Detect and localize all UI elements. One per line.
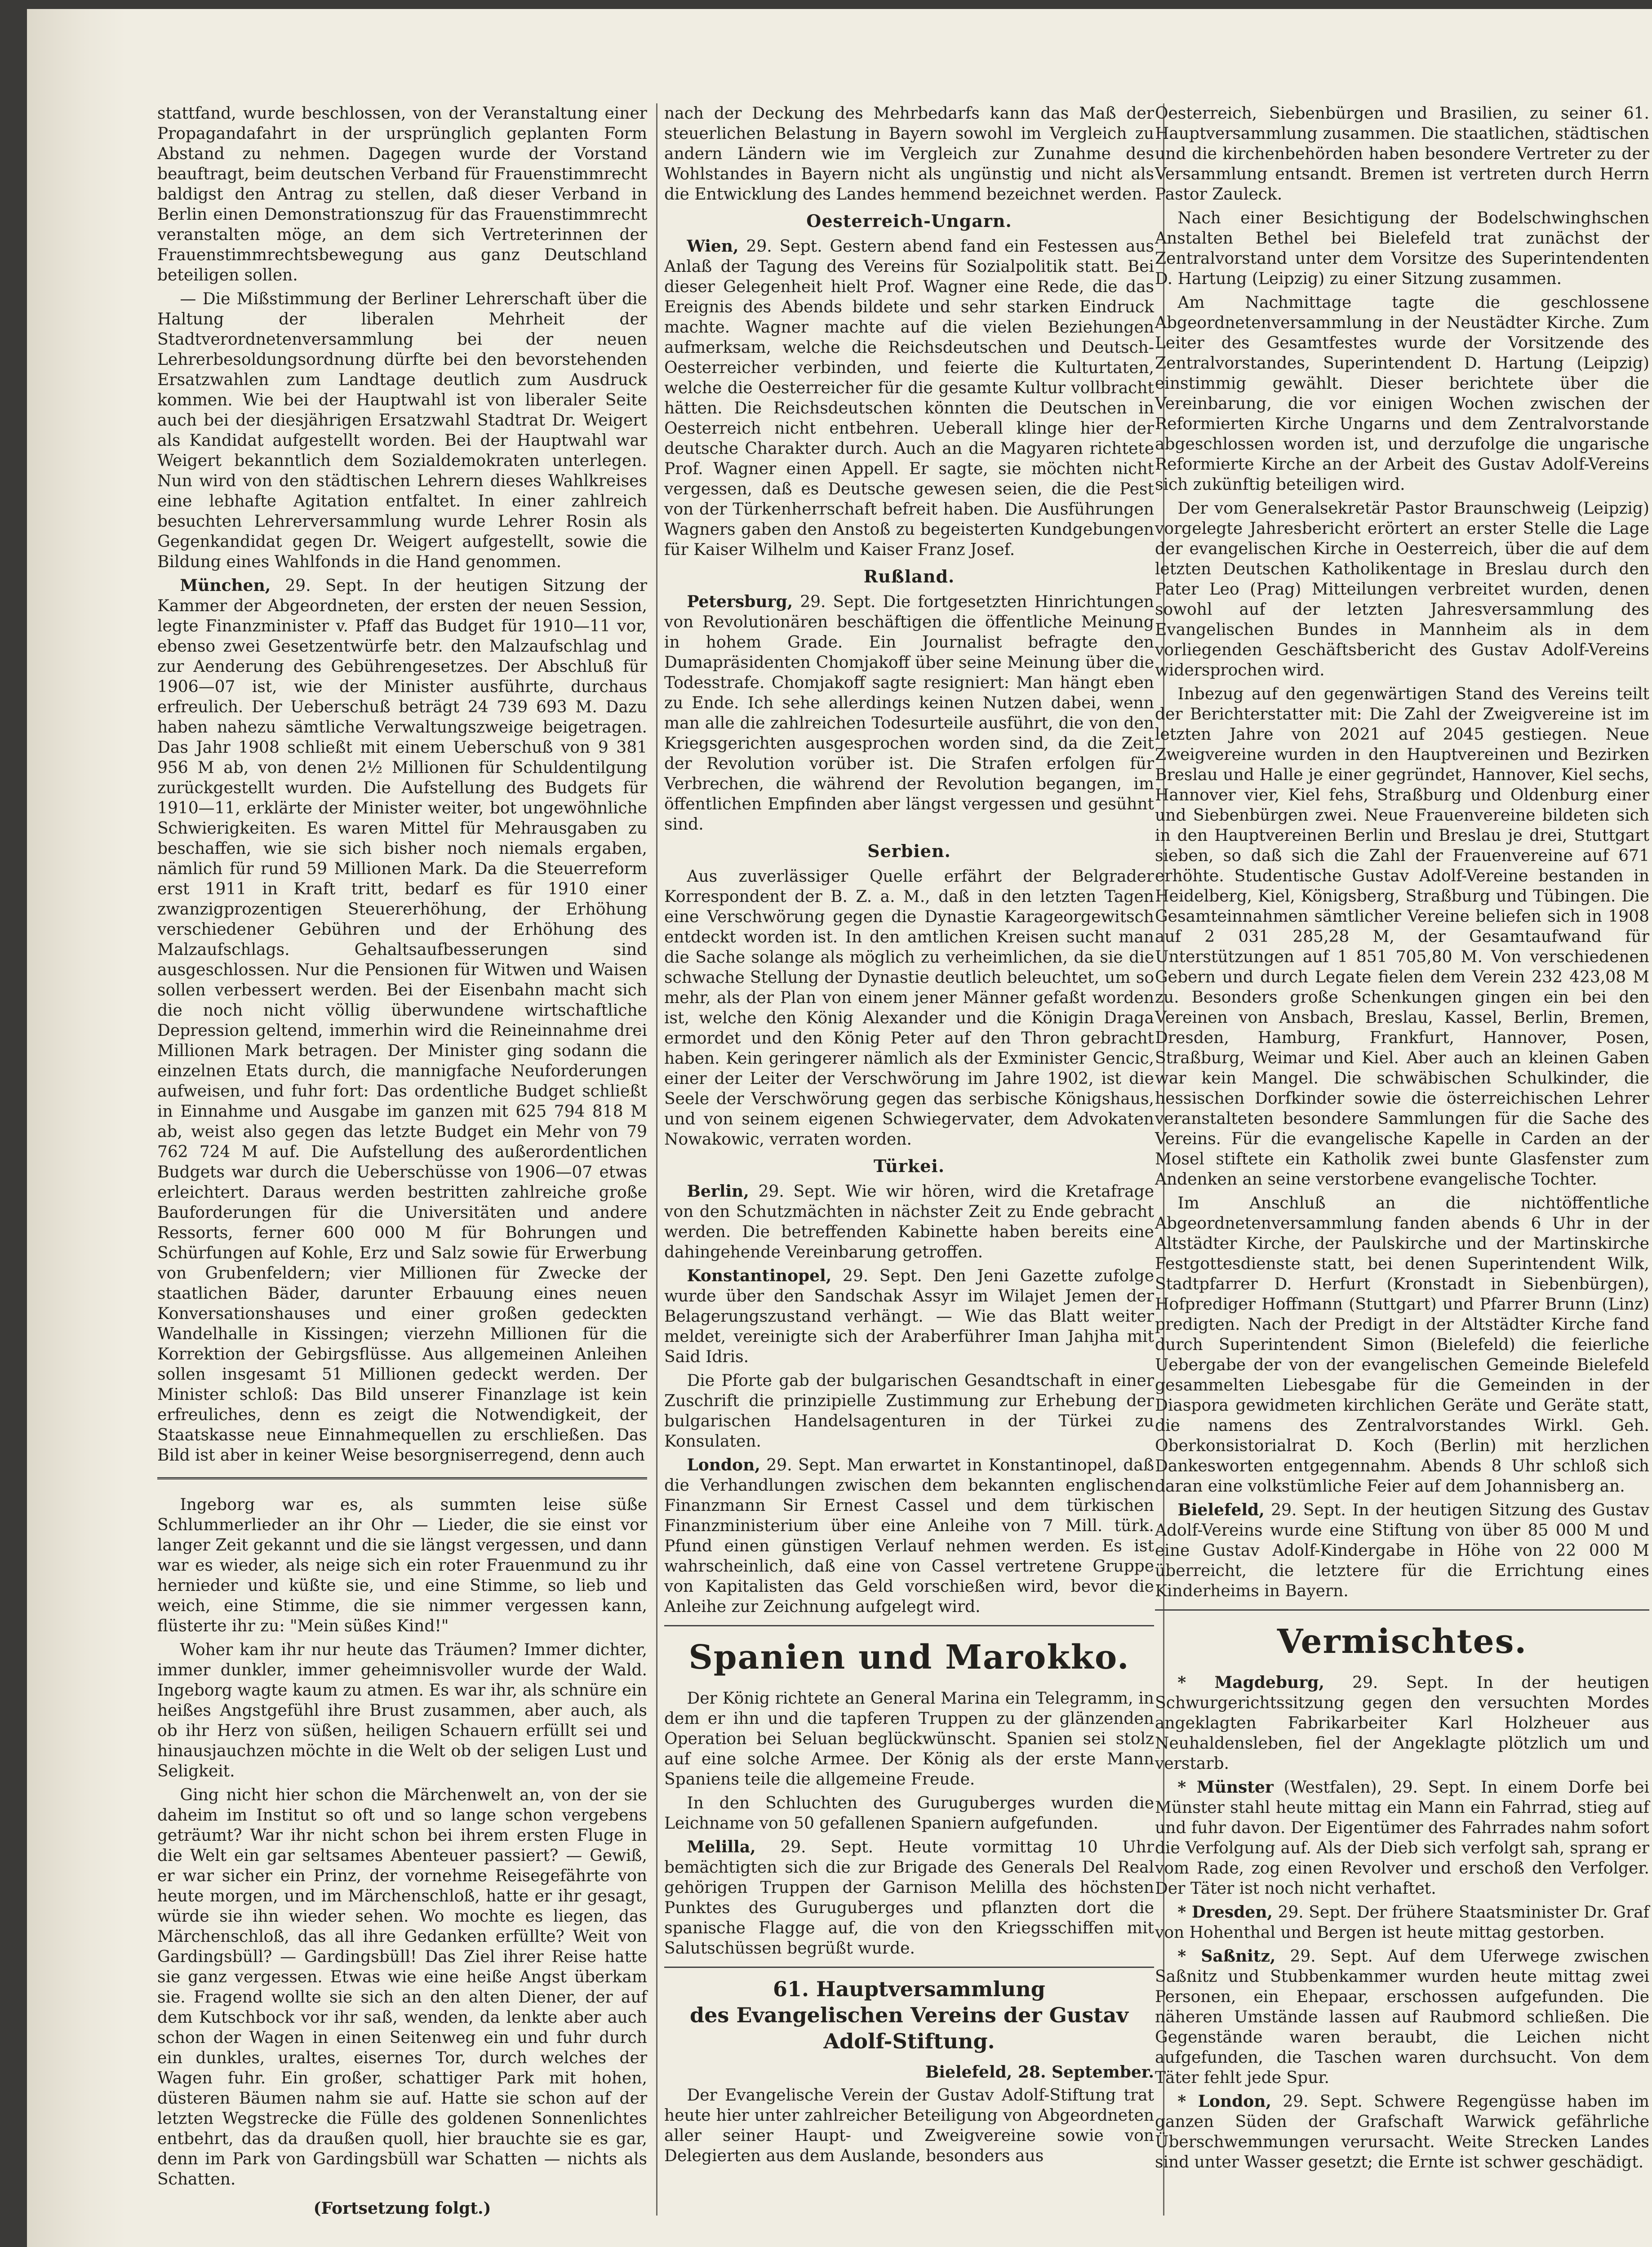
dateline-lead: Bielefeld, [1177,1501,1265,1519]
news-item [1155,1673,1649,1774]
dateline-lead: München, [180,576,271,595]
news-text: (Westfalen), 29. Sept. In einem Dorfe bei Münster stahl heute mittag ein Mann ein Fahrrad, stieg auf und fuhr davon. Der Eigentümer des Fahrrades nahm sofort die Verfolgung auf. Als der Dieb sich verfolgt sah, sprang er vom Rade, zog einen Revolver und erschoß den Verfolger. Der Täter ist noch nicht verhaftet. [1155,1778,1649,1898]
dateline-lead: * Münster [1177,1778,1274,1797]
article-paragraph: Oesterreich, Siebenbürgen und Brasilien, zu seiner 61. Hauptversammlung zusammen. Die staatlichen, städtischen und die kirchenbehörden haben besondere Vertreter zu der Versammlung entsandt. Bremen ist vertreten durch Herrn Pastor Zauleck. [1155,104,1649,204]
section-title: Spanien und Marokko. [688,1638,1130,1677]
article-paragraph: Die Pforte gab der bulgarischen Gesandtschaft in einer Zuschrift die prinzipielle Zustimmung zur Erhebung der bulgarischen Handelsagenturen in der Türkei zu Konsulaten. [664,1372,1154,1451]
dateline-lead: Petersburg, [687,592,793,611]
article-text: 29. Sept. Die fortgesetzten Hinrichtungen von Revolutionären beschäftigen die öffentliche Meinung in hohem Grade. Ein Journalist befragte den Dumapräsidenten Chomjakoff über seine Meinung über die Todesstrafe. Chomjakoff sagte resigniert: Man hängt eben zu Ende. Ich sehe allerdings keinen Nutzen dabei, wenn man alle die zahlreichen Todesurteile ausführt, die von den Kriegsgerichten ausgesprochen worden sind, da die Zeit der Revolution vorüber ist. Die Strafen erfolgen für Verbrechen, die während der Revolution begangen, im öffentlichen Empfinden aber längst vergessen und gesühnt sind. [664,593,1154,834]
column-right [1155,103,1649,2176]
news-text: 29. Sept. Schwere Regengüsse haben im ganzen Süden der Grafschaft Warwick gefährliche Überschwemmungen verursacht. Weite Strecken Landes sind unter Wasser gesetzt; die Ernte ist schwer geschädigt. [1155,2092,1649,2172]
continuation-note: (Fortsetzung folgt.) [313,2199,491,2218]
feuilleton-divider [157,1477,647,1479]
dateline-lead: * London, [1177,2092,1272,2111]
article-paragraph [664,1837,1154,1958]
section-divider [664,1625,1154,1626]
article-paragraph: Am Nachmittage tagte die geschlossene Abgeordnetenversammlung in der Neustädter Kirche. Zum Leiter des Gesamtfestes wurde der Vorsitzende des Zentralvorstandes, Superintendent D. Hartung (Leipzig) einstimmig gewählt. Dieser berichtete über die Vereinbarung, die vor einigen Wochen zwischen der Reformierten Kirche Ungarns und dem Zentralvorstande abgeschlossen worden ist, und derzufolge die ungarische Reformierte Kirche an der Arbeit des Gustav Adolf-Vereins sich zukünftig beteiligen wird. [1155,293,1649,494]
dateline: Bielefeld, 28. September. [925,2063,1154,2082]
column-middle [664,103,1154,2170]
article-paragraph [157,576,647,1465]
dateline-lead: Melilla, [687,1838,756,1856]
section-title: Vermischtes. [1277,1622,1528,1661]
article-text: 29. Sept. Wie wir hören, wird die Kretafrage von den Schutzmächten in nächster Zeit zu Ende gebracht werden. Die betreffenden Kabinette haben bereits eine dahingehende Vereinbarung getroffen. [664,1182,1154,1261]
article-headline: 61. Hauptversammlung des Evangelischen Vereins der Gustav Adolf-Stiftung. [690,1977,1128,2053]
section-heading: Oesterreich-Ungarn. [806,211,1012,231]
dateline-lead: * Saßnitz, [1177,1947,1276,1966]
article-paragraph: In den Schluchten des Guruguberges wurden die Leichname von 50 gefallenen Spaniern aufgefunden. [664,1794,1154,1833]
article-paragraph: Der König richtete an General Marina ein Telegramm, in dem er ihn und die tapferen Truppen zu der glänzenden Operation bei Seluan beglückwünscht. Spanien sei stolz auf eine solche Armee. Der König als der erste Mann Spaniens teile die allgemeine Freude. [664,1689,1154,1789]
article-paragraph [664,1181,1154,1262]
article-paragraph: stattfand, wurde beschlossen, von der Veranstaltung einer Propagandafahrt in der ursprünglich geplanten Form Abstand zu nehmen. Dagegen wurde der Vorstand beauftragt, beim deutschen Verband für Frauenstimmrecht baldigst den Antrag zu stellen, daß dieser Verband in Berlin einen Demonstrationszug für das Frauenstimmrecht veranstalten möge, an dem sich Vertreterinnen der Frauenstimmrechtsbewegung aus ganz Deutschland beteiligen sollen. [157,104,647,284]
article-paragraph [664,592,1154,835]
article-paragraph: Im Anschluß an die nichtöffentliche Abgeordnetenversammlung fanden abends 6 Uhr in der Altstädter Kirche, der Paulskirche und der Martinskirche Festgottesdienste statt, bei denen Superintendent Wilk, Stadtpfarrer D. Herfurt (Kronstadt in Siebenbürgen), Hofprediger Hoffmann (Stuttgart) und Pfarrer Brunn (Linz) predigten. Nach der Predigt in der Altstädter Kirche fand durch Superintendent Simon (Bielefeld) die feierliche Uebergabe der von der evangelischen Gemeinde Bielefeld gesammelten Liebesgabe für die Gemeinden in der Diaspora gewidmeten kirchlichen Geräte und Geräte statt, die namens des Zentralvorstandes Wirkl. Geh. Oberkonsistorialrat D. Koch (Berlin) mit herzlichen Dankesworten entgegennahm. Abends 8 Uhr schloß sich daran eine volkstümliche Feier auf dem Johannisberg an. [1155,1194,1649,1496]
article-text: 29. Sept. In der heutigen Sitzung der Kammer der Abgeordneten, der ersten der neuen Session, legte Finanzminister v. Pfaff das Budget für 1910—11 vor, ebenso zwei Gesetzentwürfe betr. den Malzaufschlag und zur Aenderung des Gebührengesetzes. Der Abschluß für 1906—07 ist, wie der Minister ausführte, durchaus erfreulich. Der Ueberschuß beträgt 24 739 693 M. Dazu haben nahezu sämtliche Verwaltungszweige beigetragen. Das Jahr 1908 schließt mit einem Ueberschuß von 9 381 956 M ab, von denen 2½ Millionen für Schuldentilgung zurückgestellt wurden. Die Aufstellung des Budgets für 1910—11, erklärte der Minister weiter, bot ungewöhnliche Schwierigkeiten. Es waren Mittel für Mehrausgaben zu beschaffen, wie sie sich bisher noch niemals ergaben, nämlich für rund 59 Millionen Mark. Da die Steuerreform erst 1911 in Kraft tritt, bedarf es für 1910 einer zwanzigprozentigen Steuererhöhung, der Erhöhung verschiedener Gebühren und der Erhöhung des Malzaufschlags. Gehaltsaufbesserungen sind ausgeschlossen. Nur die Pensionen für Witwen und Waisen sollen verbessert werden. Bei der Eisenbahn macht sich die noch nicht völlig überwundene wirtschaftliche Depression geltend, immerhin wird die Reineinnahme drei Millionen Mark betragen. Der Minister ging sodann die einzelnen Etats durch, die mannigfache Neuforderungen aufweisen, und fuhr fort: Das ordentliche Budget schließt in Einnahme und Ausgabe im ganzen mit 625 794 818 M ab, weist also gegen das letzte Budget ein Mehr von 79 762 724 M auf. Die Aufstellung des außerordentlichen Budgets war durch die Ueberschüsse von 1906—07 etwas erleichtert. Daraus werden bestritten zahlreiche große Bauforderungen für die Universitäten und andere Ressorts, ferner 600 000 M für Bohrungen und Schürfungen auf Kohle, Erz und Salz sowie für Erwerbung von Grubenfeldern; vier Millionen für Zwecke der staatlichen Bäder, darunter Erbauung eines neuen Konversationshauses und einer großen gedeckten Wandelhalle in Kissingen; vierzehn Millionen für die Korrektion der Gebirgsflüsse. Aus allgemeinen Anleihen sollen insgesamt 51 Millionen gedeckt werden. Der Minister schloß: Das Bild unserer Finanzlage ist kein erfreuliches, denn es zeigt die Notwendigkeit, der Staatskasse neue Einnahmequellen zu erschließen. Das Bild ist aber in keiner Weise besorgniserregend, denn auch [157,577,647,1465]
news-text: 29. Sept. Auf dem Uferwege zwischen Saßnitz und Stubbenkammer wurden heute mittag zwei Personen, ein Ehepaar, erschossen aufgefunden. Die näheren Umstände lassen auf Raubmord schließen. Die Gegenstände waren beraubt, die Leichen nicht aufgefunden, die Taschen waren durchsucht. Von dem Täter fehlt jede Spur. [1155,1947,1649,2087]
news-text: 29. Sept. In der heutigen Schwurgerichtssitzung gegen den versuchten Mordes angeklagten Fabrikarbeiter Karl Holzheuer aus Neuhaldensleben, fiel der Angeklagte plötzlich um und verstarb. [1155,1674,1649,1773]
article-paragraph: — Die Mißstimmung der Berliner Lehrerschaft über die Haltung der liberalen Mehrheit der Stadtverordnetenversammlung bei der neuen Lehrerbesoldungsordnung dürfte bei den bevorstehenden Ersatzwahlen zum Landtage deutlich zum Ausdruck kommen. Wie bei der Hauptwahl ist von liberaler Seite auch bei der diesjährigen Ersatzwahl Stadtrat Dr. Weigert als Kandidat aufgestellt worden. Bei der Hauptwahl war Weigert bekanntlich dem Sozialdemokraten unterlegen. Nun wird von den städtischen Lehrern dieses Wahlkreises eine lebhafte Agitation entfaltet. In einer zahlreich besuchten Lehrerversammlung wurde Lehrer Rosin als Gegenkandidat gegen Dr. Weigert aufgestellt, sowie die Bildung eines Wahlfonds in die Hand genommen. [157,290,647,571]
article-paragraph: Der vom Generalsekretär Pastor Braunschweig (Leipzig) vorgelegte Jahresbericht erörtert an erster Stelle die Lage der evangelischen Kirche in Oesterreich, über die auf dem letzten Deutschen Katholikentage in Breslau durch den Pater Leo (Prag) Mitteilungen verbreitet wurden, denen sowohl auf der letzten Jahresversammlung des Evangelischen Bundes in Mannheim als in dem vorliegenden Geschäftsbericht des Gustav Adolf-Vereins widersprochen wird. [1155,499,1649,679]
article-text: 29. Sept. Den Jeni Gazette zufolge wurde über den Sandschak Assyr im Wilajet Jemen der Belagerungszustand verhängt. — Wie das Blatt weiter meldet, vereinigte sich der Araberführer Iman Jahjha mit Said Idris. [664,1267,1154,1366]
dateline-lead: Konstantinopel, [687,1266,832,1285]
article-paragraph: Nach einer Besichtigung der Bodelschwinghschen Anstalten Bethel bei Bielefeld trat zunächst der Zentralvorstand unter dem Vorsitze des Superintendenten D. Hartung (Leipzig) zu einer Sitzung zusammen. [1155,209,1649,288]
page-binding-shadow [27,9,126,2247]
section-heading: Rußland. [863,566,955,586]
article-paragraph: nach der Deckung des Mehrbedarfs kann das Maß der steuerlichen Belastung in Bayern sowohl im Vergleich zu andern Ländern wie im Vergleich zur Zunahme des Wohlstandes in Bayern nicht als ungünstig und nicht als die Entwicklung des Landes hemmend bezeichnet werden. [664,104,1154,204]
dateline-lead: London, [687,1456,760,1474]
column-left [157,103,647,2228]
article-text: 29. Sept. In der heutigen Sitzung des Gustav Adolf-Vereins wurde eine Stiftung von über 85 000 M und eine Gustav Adolf-Kindergabe in Höhe von 22 000 M überreicht, die letztere für die Errichtung eines Kinderheims in Bayern. [1155,1501,1649,1600]
news-item [1155,1777,1649,1899]
section-divider [1155,1609,1649,1611]
dateline-lead: * Dresden, [1177,1903,1273,1922]
article-paragraph: Aus zuverlässiger Quelle erfährt der Belgrader Korrespondent der B. Z. a. M., daß in den letzten Tagen eine Verschwörung gegen die Dynastie Karageorgewitsch entdeckt worden ist. In den amtlichen Kreisen sucht man die Sache solange als möglich zu verheimlichen, da sie die schwache Stellung der Dynastie deutlich beleuchtet, um so mehr, als der Plan von einem jener Männer gefaßt worden ist, welche den König Alexander und die Königin Draga ermordet und den König Peter auf den Thron gebracht haben. Kein geringerer nämlich als der Exminister Gencic, einer der Leiter der Verschwörung im Jahre 1902, ist die Seele der Verschwörung gegen das serbische Königshaus, und von seinem eigenen Schwiegervater, dem Advokaten Nowakowic, verraten worden. [664,867,1154,1149]
novel-paragraph: Ingeborg war es, als summten leise süße Schlummerlieder an ihr Ohr — Lieder, die sie einst vor langer Zeit gekannt und die sie längst vergessen, und dann war es wieder, als neige sich ein roter Frauenmund zu ihr hernieder und küßte sie, und eine Stimme, so lieb und weich, eine Stimme, die sie nimmer vergessen kann, flüsterte ihr zu: "Mein süßes Kind!" [157,1496,647,1635]
news-item [1155,1902,1649,1943]
news-item [1155,1946,1649,2088]
dateline-lead: Berlin, [687,1182,749,1201]
article-text: 29. Sept. Man erwartet in Konstantinopel, daß die Verhandlungen zwischen dem bekannten englischen Finanzmann Sir Ernest Cassel und dem türkischen Finanzministerium über eine Anleihe von 7 Mill. türk. Pfund einen günstigen Verlauf nehmen werden. Es ist wahrscheinlich, daß eine von Cassel vertretene Gruppe von Kapitalisten das Geld vorschießen wird, bevor die Anleihe zur Zeichnung aufgelegt wird. [664,1456,1154,1616]
section-divider [664,1967,1154,1968]
article-paragraph: Der Evangelische Verein der Gustav Adolf-Stiftung trat heute hier unter zahlreicher Beteiligung von Abgeordneten aller seiner Haupt- und Zweigvereine sowie von Delegierten aus dem Auslande, besonders aus [664,2086,1154,2165]
news-item [1155,2092,1649,2172]
article-paragraph [664,236,1154,560]
dateline-lead: Wien, [687,237,739,256]
article-text: 29. Sept. Heute vormittag 10 Uhr bemächtigten sich die zur Brigade des Generals Del Real gehörigen Truppen der Garnison Melilla des höchsten Punktes des Guruguberges und pflanzten dort die spanische Flagge auf, die von den Kriegsschiffen mit Salutschüssen begrüßt wurde. [664,1838,1154,1958]
article-text: 29. Sept. Gestern abend fand ein Festessen aus Anlaß der Tagung des Vereins für Sozialpolitik statt. Bei dieser Gelegenheit hielt Prof. Wagner eine Rede, die das Ereignis des Abends bildete und sehr starken Eindruck machte. Wagner machte auf die vielen Beziehungen aufmerksam, welche die Reichsdeutschen und Deutsch-Oesterreicher verbinden, und feierte die Kulturtaten, welche die Oesterreicher für die gesamte Kultur vollbracht hätten. Die Reichsdeutschen könnten die Deutschen in Oesterreich nicht entbehren. Ueberall klinge hier der deutsche Charakter durch. Auch an die Magyaren richtete Prof. Wagner einen Appell. Er sagte, sie möchten nicht vergessen, daß es Deutsche gewesen seien, die die Pest von der Türkenherrschaft befreit haben. Die Ausführungen Wagners gaben den Anstoß zu begeisterten Kundgebungen für Kaiser Wilhelm und Kaiser Franz Josef. [664,237,1154,559]
article-paragraph [664,1266,1154,1367]
novel-paragraph: Ging nicht hier schon die Märchenwelt an, von der sie daheim im Institut so oft und so lange schon vergebens geträumt? War ihr nicht schon bei ihrem ersten Fluge in die Welt ein gar seltsames Abenteuer passiert? — Gewiß, er war sicher ein Prinz, der vornehme Reisegefährte von heute morgen, und im Märchenschloß, hatte er ihr gesagt, würde sie ihn wieder sehen. Wo mochte es liegen, das Märchenschloß, das all ihre Gedanken erfüllte? Weit von Gardingsbüll? — Gardingsbüll! Das Ziel ihrer Reise hatte sie ganz vergessen. Etwas wie eine heiße Angst überkam sie. Fragend wollte sie sich an den alten Diener, der auf dem Kutschbock vor ihr saß, wenden, da lenkte aber auch schon der Wagen in einen Seitenweg ein und fuhr durch ein dunkles, uraltes, eisernes Tor, durch welches der Wagen fuhr. Ein großer, schattiger Park mit hohen, düsteren Bäumen nahm sie auf. Hatte sie schon auf der letzten Wegstrecke die Fülle des goldenen Sonnenlichtes entbehrt, das da draußen quoll, hier brauchte sie es gar, denn im Park von Gardingsbüll war Schatten — nichts als Schatten. [157,1786,647,2189]
novel-paragraph: Woher kam ihr nur heute das Träumen? Immer dichter, immer dunkler, immer geheimnisvoller wurde der Wald. Ingeborg wagte kaum zu atmen. Es war ihr, als schnüre ein heißes Angstgefühl ihre Brust zusammen, aber auch, als ob ihr Herz von süßen, heiligen Schauern erfüllt sei und hinausjauchzen möchte in die Welt ob der seligen Lust und Seligkeit. [157,1641,647,1781]
article-paragraph: Inbezug auf den gegenwärtigen Stand des Vereins teilt der Berichterstatter mit: Die Zahl der Zweigvereine ist im letzten Jahre von 2021 auf 2045 gestiegen. Neue Zweigvereine wurden in den Hauptvereinen und Bezirken Breslau und Halle je einer gegründet, Hannover, Kiel sechs, Hannover vier, Kiel fehs, Straßburg und Oldenburg einer und Siebenbürgen zwei. Neue Frauenvereine bildeten sich in den Hauptvereinen Berlin und Breslau je drei, Stuttgart sieben, so daß sich die Zahl der Frauenvereine auf 671 erhöhte. Studentische Gustav Adolf-Vereine bestanden in Heidelberg, Kiel, Königsberg, Straßburg und Tübingen. Die Gesamteinnahmen sämtlicher Vereine beliefen sich in 1908 auf 2 031 285,28 M, der Gesamtaufwand für Unterstützungen auf 1 851 705,80 M. Von verschiedenen Gebern und durch Legate fielen dem Verein 232 423,08 M zu. Besonders große Schenkungen gingen ein bei den Vereinen von Ansbach, Breslau, Kassel, Berlin, Bremen, Dresden, Hamburg, Frankfurt, Hannover, Posen, Straßburg, Weimar und Kiel. Aber auch an kleinen Gaben war kein Mangel. Die schwäbischen Schulkinder, die hessischen Dorfkinder sowie die österreichischen Lehrer veranstalteten besondere Sammlungen für die Sache des Vereins. Für die evangelische Kapelle in Carden an der Mosel stiftete ein Katholik zwei bunte Glasfenster zum Andenken an seine verstorbene evangelische Tochter. [1155,685,1649,1189]
section-heading: Serbien. [867,841,951,861]
article-paragraph [664,1455,1154,1617]
column-rule [656,103,657,2216]
article-paragraph [1155,1500,1649,1601]
section-heading: Türkei. [873,1156,945,1176]
news-text: 29. Sept. Der frühere Staatsminister Dr. Graf von Hohenthal und Bergen ist heute mittag gestorben. [1155,1903,1649,1942]
dateline-lead: * Magdeburg, [1177,1673,1324,1692]
